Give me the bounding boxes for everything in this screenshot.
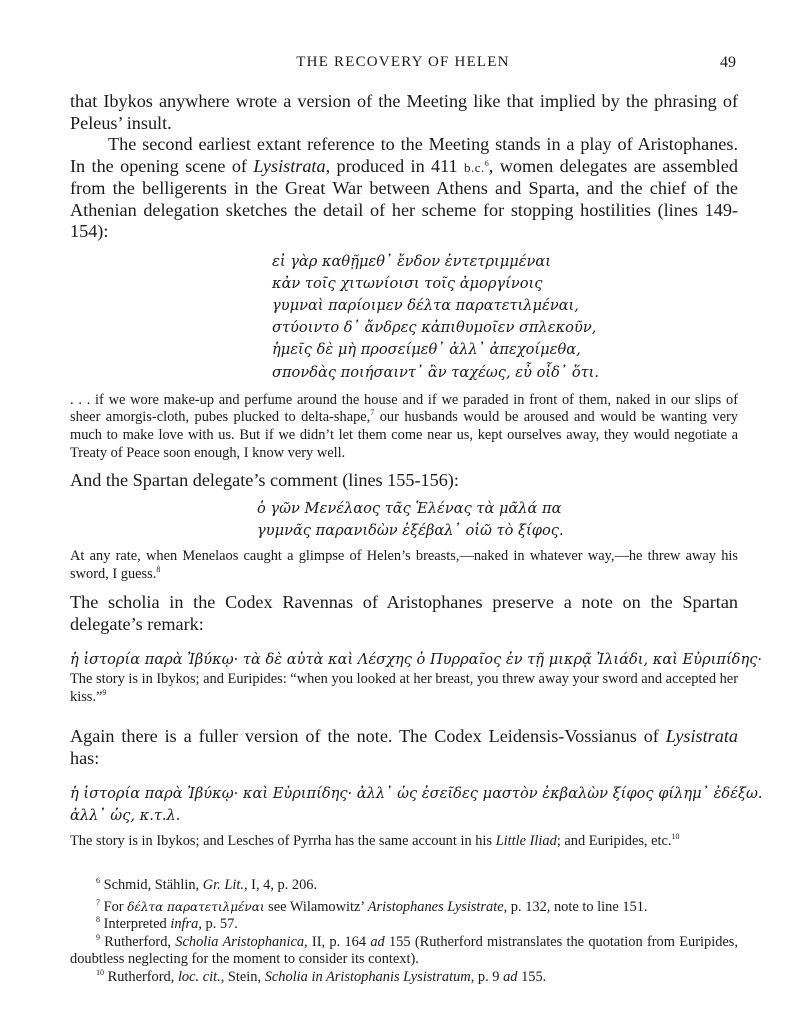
verse-line: γυμναὶ παρίοιμεν δέλτα παρατετιλμέναι, bbox=[272, 296, 579, 314]
footnote-10 bbox=[70, 969, 738, 987]
footnote-ref-10[interactable]: 10 bbox=[671, 832, 680, 842]
footnote-italic: ad bbox=[503, 968, 518, 985]
lysistrata-title: Lysistrata bbox=[253, 155, 326, 176]
para2-text-a: The second earliest extant reference to the Meeting stands in a play of Aristophanes. In the opening scene of bbox=[70, 134, 738, 176]
footnote-italic: Scholia in Aristophanis Lysistratum bbox=[264, 968, 471, 985]
footnote-ref-9[interactable]: 9 bbox=[102, 687, 107, 697]
translation2-text: At any rate, when Menelaos caught a glimpse of Helen’s breasts,—naked in whatever way,—he threw away his sword, I guess. bbox=[70, 548, 738, 582]
running-head-title: THE RECOVERY OF HELEN bbox=[296, 54, 510, 70]
footnote-number: 8 bbox=[96, 915, 100, 925]
footnote-text: Schmid, Stählin, bbox=[100, 876, 203, 893]
footnote-text: 155 (Rutherford mistranslates the quotation from Euripides, doubtless neglecting for the moment to consider its context). bbox=[70, 933, 738, 968]
translation1-text-b: our husbands would be aroused and would be wanting very much to make love with us. But if we didn’t let them come near us, kept ourselves away, they would negotiate a Treaty of Peace soon enough, I know very well. bbox=[70, 409, 739, 461]
greek-scholion-leidensis bbox=[70, 783, 763, 827]
verse-line: γυμνᾶς παρανιδὼν ἐξέβαλ᾽ οἰῶ τὸ ξίφος. bbox=[257, 521, 564, 539]
footnote-text: 155. bbox=[517, 968, 547, 985]
verse-line: σπονδὰς ποιήσαιντ᾽ ἂν ταχέως, εὖ οἶδ᾽ ὅτι. bbox=[272, 363, 600, 381]
verse-line: εἰ γὰρ καθῇμεθ᾽ ἔνδον ἐντετριμμέναι bbox=[272, 252, 551, 270]
paragraph-continuation: that Ibykos anywhere wrote a version of the Meeting like that implied by the phrasing of Peleus’ insult. bbox=[70, 91, 738, 133]
footnote-ref-6[interactable]: 6 bbox=[484, 158, 489, 168]
page-body bbox=[70, 91, 763, 987]
footnote-text: , p. 57. bbox=[198, 916, 238, 933]
translation-scholion-leidensis bbox=[70, 833, 738, 851]
footnote-text: , p. 9 bbox=[470, 968, 504, 985]
footnote-italic: Gr. Lit. bbox=[202, 876, 244, 893]
lysistrata-title: Lysistrata bbox=[665, 726, 738, 747]
running-head bbox=[70, 54, 736, 74]
translation-scholion-ravennas bbox=[70, 671, 738, 706]
footnote-text: , Stein, bbox=[220, 968, 265, 985]
footnote-number: 10 bbox=[96, 967, 104, 977]
translation4-text-a: The story is in Ibykos; and Lesches of Pyrrha has the same account in his bbox=[70, 833, 496, 850]
footnote-number: 6 bbox=[96, 875, 100, 885]
translation3-text: The story is in Ibykos; and Euripides: “when you looked at her breast, you threw away your sword and accepted her kiss.” bbox=[70, 671, 738, 705]
footnote-text: Interpreted bbox=[100, 916, 171, 933]
greek-scholion-ravennas: ἡ ἱστορία παρὰ Ἰβύκῳ· τὰ δὲ αὐτὰ καὶ Λέσχης ὁ Πυρραῖος ἐν τῇ μικρᾷ Ἰλιάδι, καὶ Εὐριπίδης· bbox=[70, 651, 763, 669]
footnote-italic: Scholia Aristophanica bbox=[175, 933, 305, 950]
footnote-italic: Aristophanes Lysistrate bbox=[367, 898, 504, 915]
footnote-italic: infra bbox=[170, 916, 199, 933]
footnote-text: , p. 132, note to line 151. bbox=[503, 898, 648, 915]
footnote-italic: ad bbox=[370, 933, 385, 950]
greek-verse-lysistrata-155-156 bbox=[257, 498, 738, 542]
greek-line: ἀλλ᾽ ὡς, κ.τ.λ. bbox=[70, 807, 181, 825]
footnote-greek: δέλτα παρατετιλμέναι bbox=[127, 899, 265, 914]
footnote-9 bbox=[70, 934, 738, 969]
footnote-text: Rutherford, bbox=[104, 968, 178, 985]
paragraph-scholia-ravennas: The scholia in the Codex Ravennas of Aristophanes preserve a note on the Spartan delegate’s remark: bbox=[70, 592, 738, 634]
footnote-text: For bbox=[100, 898, 128, 915]
para5-text-a: Again there is a fuller version of the note. The Codex Leidensis-Vossianus of bbox=[70, 726, 666, 747]
footnote-text: , I, 4, p. 206. bbox=[243, 876, 318, 893]
footnote-text: see Wilamowitz’ bbox=[264, 898, 368, 915]
bc-abbrev: b.c. bbox=[464, 159, 485, 175]
little-iliad-title: Little Iliad bbox=[495, 833, 557, 850]
footnote-8 bbox=[70, 916, 738, 934]
verse-line: ἡμεῖς δὲ μὴ προσείμεθ᾽ ἀλλ᾽ ἀπεχοίμεθα, bbox=[272, 341, 581, 359]
footnote-6 bbox=[70, 877, 738, 895]
page-number: 49 bbox=[720, 54, 736, 71]
footnote-text: Rutherford, bbox=[100, 933, 176, 950]
paragraph-leidensis bbox=[70, 726, 738, 769]
footnote-ref-8[interactable]: 8 bbox=[156, 564, 161, 574]
para2-text-c: , women delegates are assembled from the belligerents in the Great War between Athens and Sparta, and the chief of the Athenian delegation sketches the detail of her scheme for stopping hostilities (lines 149-154): bbox=[70, 155, 738, 241]
translation-spartan bbox=[70, 548, 738, 583]
verse-line: ὁ γῶν Μενέλαος τᾶς Ἑλένας τὰ μᾶλά πα bbox=[257, 499, 562, 517]
verse-line: στύοιντο δ᾽ ἄνδρες κἀπιθυμοῖεν σπλεκοῦν, bbox=[272, 319, 597, 337]
translation4-text-b: ; and Euripides, etc. bbox=[556, 833, 672, 850]
translation-athenian bbox=[70, 392, 738, 462]
verse-line: κἀν τοῖς χιτωνίοισι τοῖς ἀμοργίνοις bbox=[272, 274, 543, 292]
greek-verse-lysistrata-149-154 bbox=[272, 251, 738, 384]
paragraph-earliest-reference bbox=[70, 134, 738, 243]
para5-text-b: has: bbox=[70, 747, 100, 768]
footnote-text: , II, p. 164 bbox=[304, 933, 371, 950]
paragraph-spartan-comment: And the Spartan delegate’s comment (lines 155-156): bbox=[70, 470, 459, 491]
greek-line: ἡ ἱστορία παρὰ Ἰβύκῳ· καὶ Εὐριπίδης· ἀλλ᾽ ὡς ἐσεῖδες μαστὸν ἐκβαλὼν ξίφος φίλημ᾽ ἐδέξω. bbox=[70, 785, 763, 803]
para2-text-b: , produced in 411 bbox=[325, 155, 465, 176]
footnote-italic: loc. cit. bbox=[177, 968, 221, 985]
footnote-number: 9 bbox=[96, 932, 100, 942]
footnote-ref-7[interactable]: 7 bbox=[370, 408, 375, 418]
footnote-number: 7 bbox=[96, 897, 100, 907]
footnotes bbox=[70, 877, 738, 987]
footnote-7 bbox=[70, 899, 738, 917]
translation1-text-a: . . . if we wore make-up and perfume around the house and if we paraded in front of them, naked in our slips of sheer amorgis-cloth, pubes plucked to delta-shape, bbox=[70, 391, 738, 426]
